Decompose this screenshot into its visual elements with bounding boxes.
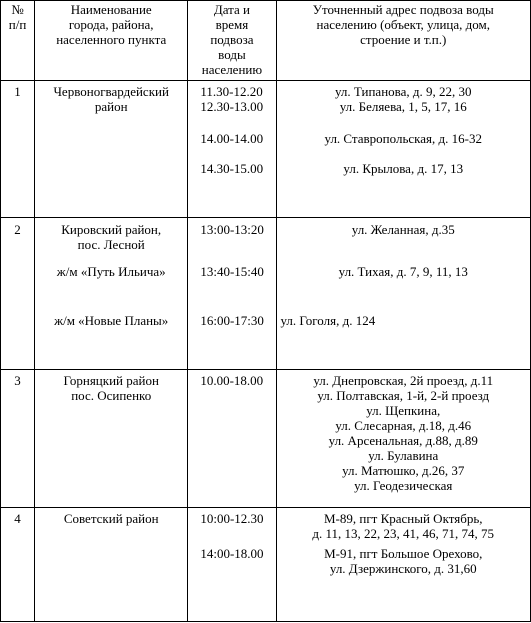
time-slot: 13:00-13:20 bbox=[200, 222, 264, 237]
header-name bbox=[35, 1, 188, 81]
table-row bbox=[1, 81, 531, 218]
table-row bbox=[1, 218, 531, 370]
header-time-line: подвоза bbox=[210, 32, 254, 47]
time-slot: 16:00-17:30 bbox=[200, 313, 264, 328]
district-cell bbox=[35, 218, 188, 370]
time-slot: 14.30-15.00 bbox=[200, 161, 264, 176]
district-name-line: Кировский район, bbox=[61, 222, 162, 237]
header-num-line: п/п bbox=[8, 17, 27, 32]
time-slot: 14:00-18.00 bbox=[200, 546, 264, 561]
address-line: ул. Тихая, д. 7, 9, 11, 13 bbox=[338, 264, 468, 279]
address-cell bbox=[276, 370, 531, 508]
time-cell bbox=[188, 218, 276, 370]
address-line: М-89, пгт Красный Октябрь, bbox=[323, 511, 483, 526]
district-name-line: пос. Лесной bbox=[77, 237, 145, 252]
time-slot: 10:00-12.30 bbox=[200, 511, 264, 526]
district-cell bbox=[35, 508, 188, 622]
district-name-line: район bbox=[94, 99, 128, 114]
time-cell bbox=[188, 508, 276, 622]
time-cell bbox=[188, 81, 276, 218]
header-time bbox=[188, 1, 276, 81]
header-time-line: Дата и bbox=[213, 2, 250, 17]
address-cell bbox=[276, 81, 531, 218]
header-num-line: № bbox=[11, 2, 24, 17]
header-addr-line: строение и т.п.) bbox=[360, 32, 447, 47]
row-number: 2 bbox=[1, 218, 35, 370]
address-line: М-91, пгт Большое Орехово, bbox=[324, 546, 483, 561]
header-name-line: города, района, bbox=[68, 17, 154, 32]
header-name-line: Наименование bbox=[70, 2, 152, 17]
row-number: 3 bbox=[1, 370, 35, 508]
row-number: 1 bbox=[1, 81, 35, 218]
address-line: ул. Беляева, 1, 5, 17, 16 bbox=[339, 99, 467, 114]
address-line: д. 11, 13, 22, 23, 41, 46, 71, 74, 75 bbox=[312, 526, 495, 541]
district-name-line: Советский район bbox=[63, 511, 159, 526]
district-cell bbox=[35, 370, 188, 508]
table-row bbox=[1, 508, 531, 622]
header-time-line: воды bbox=[218, 47, 246, 62]
header-row bbox=[1, 1, 531, 81]
time-slot: 13:40-15:40 bbox=[200, 264, 264, 279]
header-addr bbox=[276, 1, 531, 81]
district-name-line: пос. Осипенко bbox=[71, 388, 152, 403]
address-cell bbox=[276, 218, 531, 370]
address-line: ул. Матюшко, д.26, 37 bbox=[342, 463, 465, 478]
header-addr-line: населению (объект, улица, дом, bbox=[316, 17, 490, 32]
time-slot: 14.00-14.00 bbox=[200, 131, 264, 146]
time-slot: 11.30-12.20 bbox=[200, 84, 263, 99]
address-line: ул. Булавина bbox=[368, 448, 439, 463]
address-cell bbox=[276, 508, 531, 622]
address-line: ул. Слесарная, д.18, д.46 bbox=[335, 418, 472, 433]
address-line: ул. Желанная, д.35 bbox=[351, 222, 455, 237]
address-line: ул. Типанова, д. 9, 22, 30 bbox=[334, 84, 472, 99]
time-slot: 10.00-18.00 bbox=[200, 373, 264, 388]
address-line: ул. Дзержинского, д. 31,60 bbox=[329, 561, 477, 576]
address-line: ул. Полтавская, 1-й, 2-й проезд bbox=[317, 388, 490, 403]
district-name-line: ж/м «Путь Ильича» bbox=[56, 264, 166, 279]
header-addr-line: Уточненный адрес подвоза воды bbox=[312, 2, 494, 17]
address-line: ул. Геодезическая bbox=[354, 478, 453, 493]
header-name-line: населенного пункта bbox=[56, 32, 167, 47]
address-line: ул. Гоголя, д. 124 bbox=[280, 313, 376, 328]
address-line: ул. Днепровская, 2й проезд, д.11 bbox=[313, 373, 494, 388]
district-name-line: Червоногвардейский bbox=[53, 84, 169, 99]
header-time-line: населению bbox=[201, 62, 263, 77]
address-line: ул. Крылова, д. 17, 13 bbox=[343, 161, 464, 176]
time-slot: 12.30-13.00 bbox=[200, 99, 264, 114]
district-cell bbox=[35, 81, 188, 218]
address-line: ул. Ставропольская, д. 16-32 bbox=[324, 131, 482, 146]
header-num bbox=[1, 1, 35, 81]
header-time-line: время bbox=[215, 17, 249, 32]
row-number: 4 bbox=[1, 508, 35, 622]
table-row bbox=[1, 370, 531, 508]
district-name-line: ж/м «Новые Планы» bbox=[54, 313, 169, 328]
address-line: ул. Щепкина, bbox=[366, 403, 441, 418]
time-cell bbox=[188, 370, 276, 508]
district-name-line: Горняцкий район bbox=[63, 373, 159, 388]
address-line: ул. Арсенальная, д.88, д.89 bbox=[328, 433, 478, 448]
